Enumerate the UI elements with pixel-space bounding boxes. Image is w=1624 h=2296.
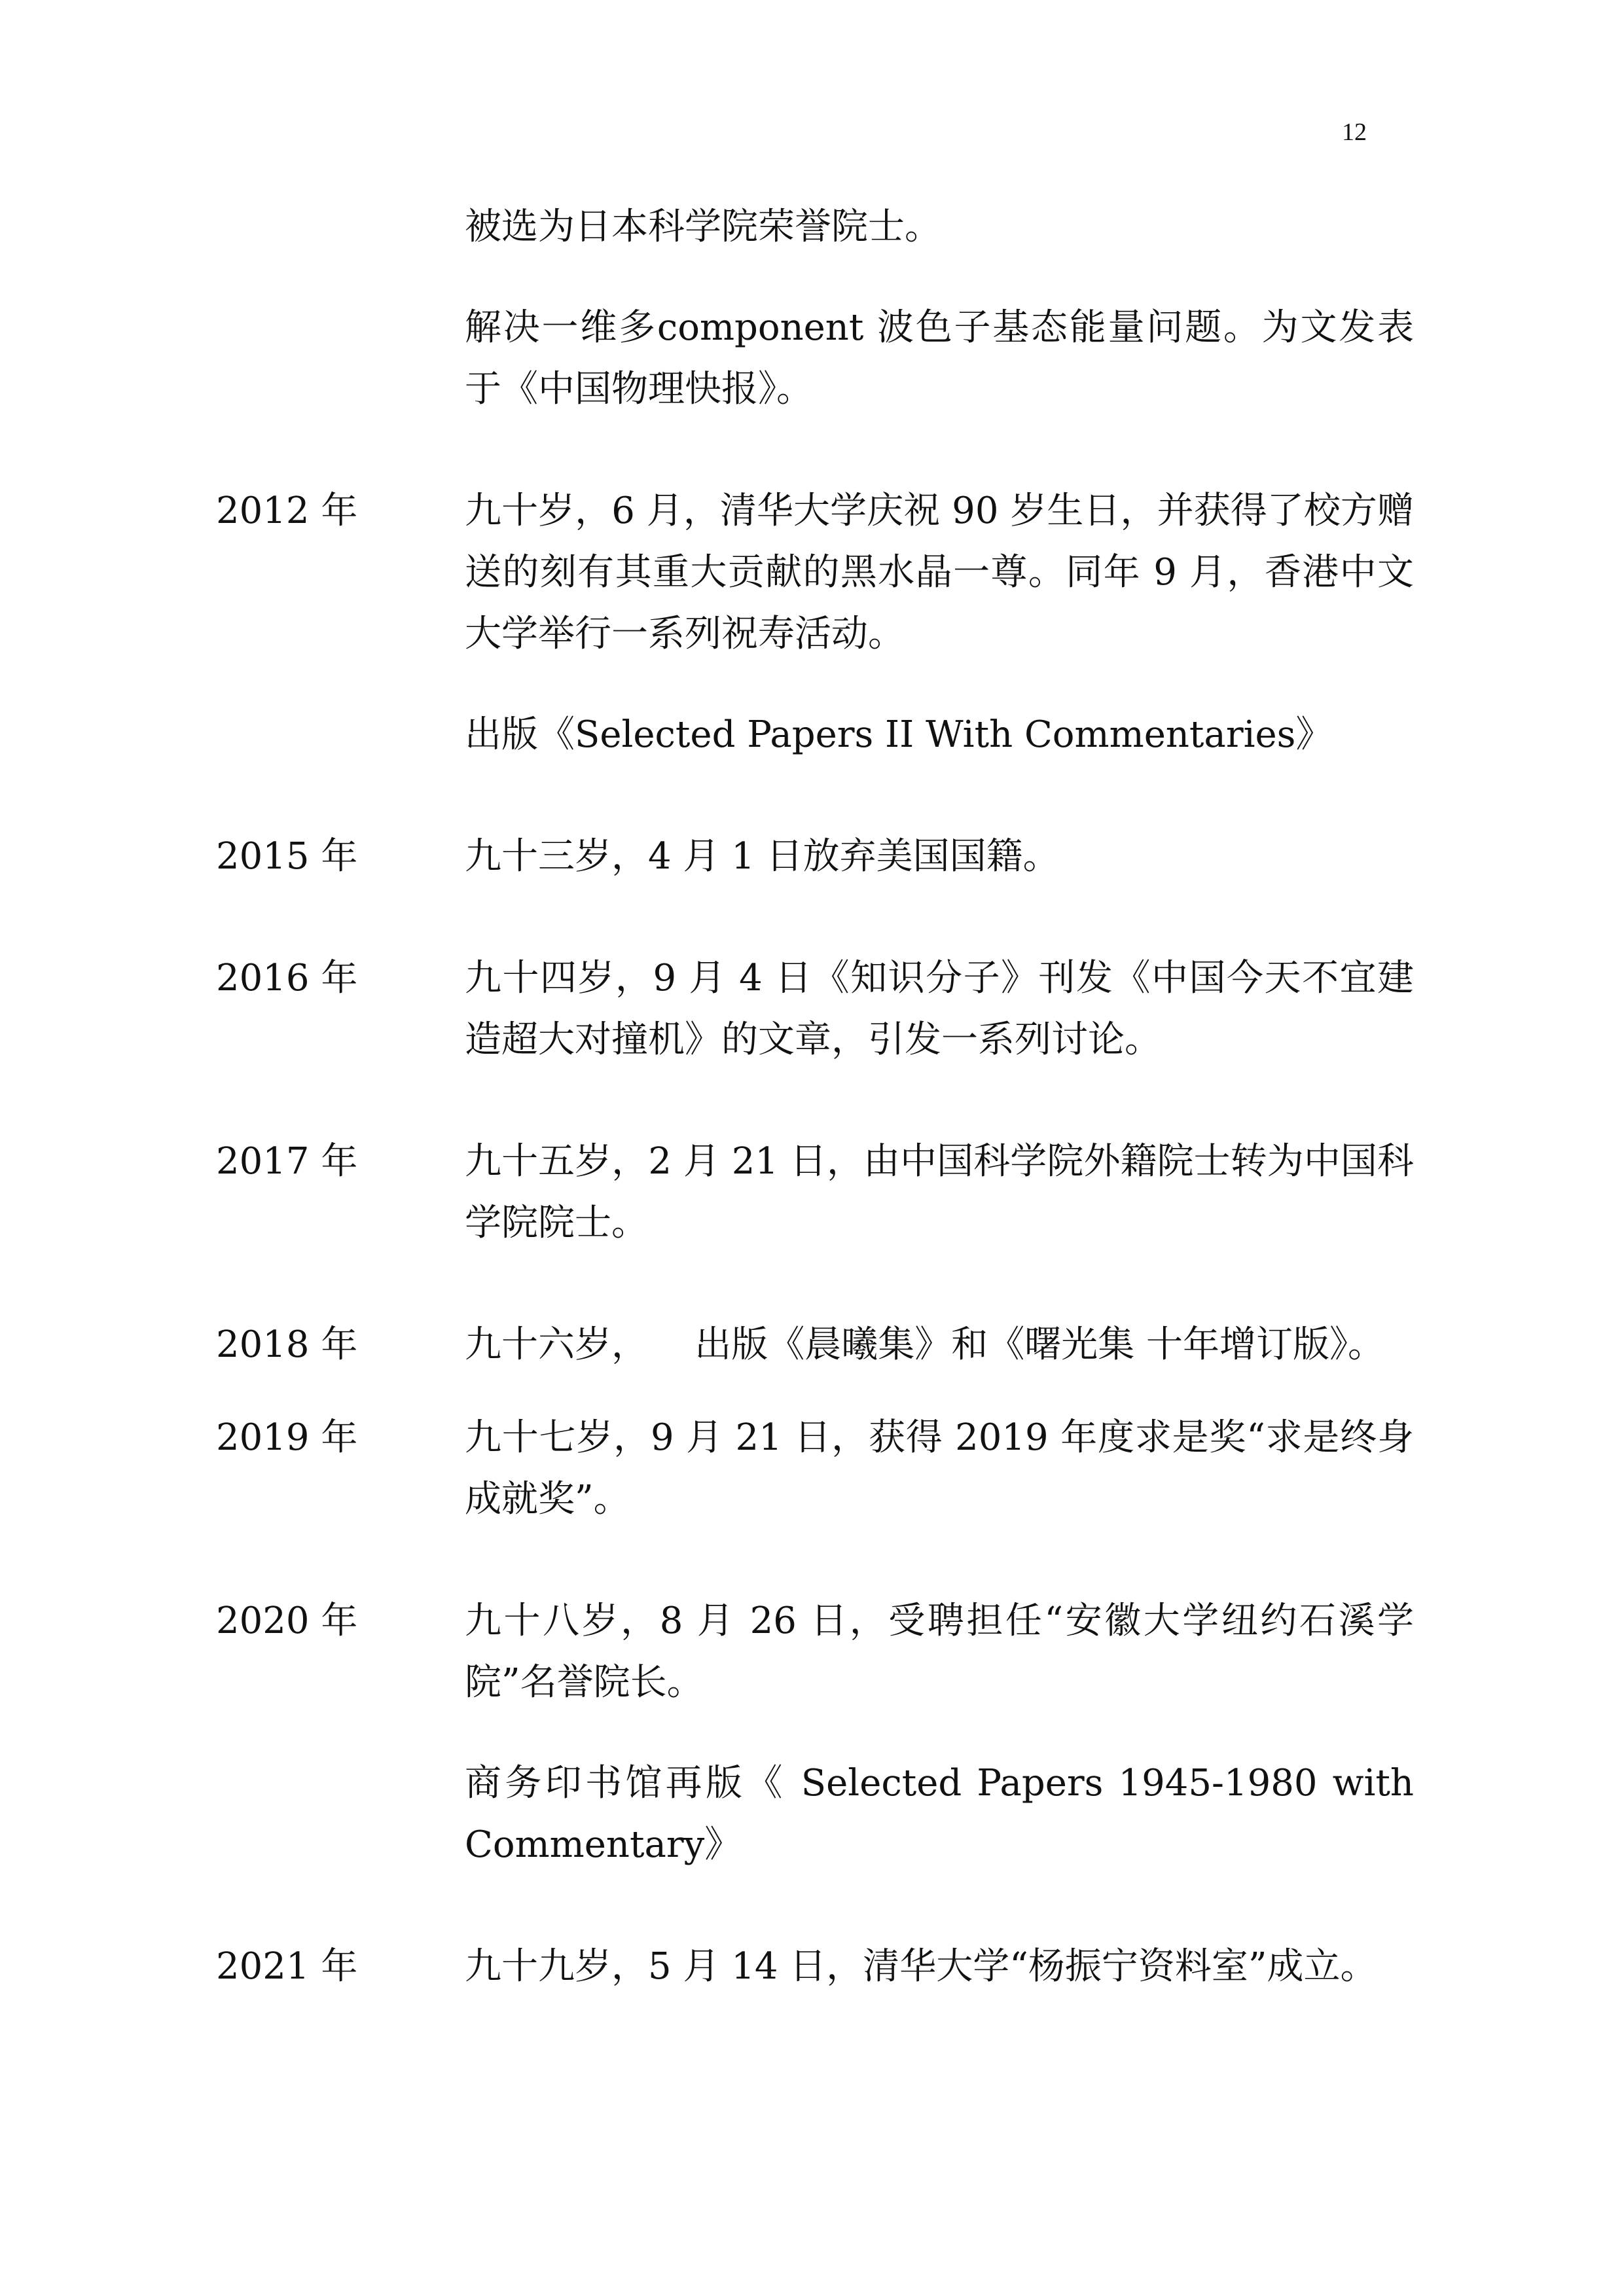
paragraph: 出版《Selected Papers II With Commentaries》 bbox=[465, 713, 1333, 756]
entry-year: 2019 年 bbox=[216, 1416, 358, 1459]
paragraph: 九十五岁，2 月 21 日，由中国科学院外籍院士转为中国科学院院士。 bbox=[465, 1140, 1414, 1244]
chronology bbox=[216, 196, 1414, 2058]
entry-2017 bbox=[216, 1131, 1414, 1254]
paragraph: 九十岁，6 月，清华大学庆祝 90 岁生日，并获得了校方赠送的刻有其重大贡献的黑水晶一尊。同年 9 月，香港中文大学举行一系列祝寿活动。 bbox=[465, 490, 1414, 655]
page-number: 12 bbox=[1342, 118, 1367, 146]
paragraph: 九十七岁，9 月 21 日，获得 2019 年度求是奖“求是终身成就奖”。 bbox=[465, 1416, 1414, 1520]
paragraph: 商务印书馆再版《 Selected Papers 1945-1980 with Commentary》 bbox=[465, 1762, 1414, 1866]
entry-year: 2016 年 bbox=[216, 957, 358, 999]
intro-block bbox=[216, 196, 1414, 420]
entry-year: 2012 年 bbox=[216, 490, 358, 532]
entry-body bbox=[465, 826, 1414, 888]
entry-2020 bbox=[216, 1590, 1414, 1876]
paragraph: 解决一维多component 波色子基态能量问题。为文发表于《中国物理快报》。 bbox=[465, 306, 1414, 410]
entry-year: 2021 年 bbox=[216, 1945, 358, 1988]
entry-2012 bbox=[216, 480, 1414, 766]
entry-body bbox=[465, 948, 1414, 1071]
paragraph: 九十九岁，5 月 14 日，清华大学“杨振宁资料室”成立。 bbox=[465, 1945, 1377, 1988]
entry-2019 bbox=[216, 1407, 1414, 1530]
entry-2018 bbox=[216, 1314, 1414, 1376]
paragraph: 九十八岁，8 月 26 日，受聘担任“安徽大学纽约石溪学院”名誉院长。 bbox=[465, 1600, 1414, 1704]
entry-body bbox=[465, 1407, 1414, 1530]
paragraph: 被选为日本科学院荣誉院士。 bbox=[465, 206, 941, 248]
entry-year: 2015 年 bbox=[216, 835, 358, 878]
entry-year: 2017 年 bbox=[216, 1140, 358, 1183]
entry-2021 bbox=[216, 1936, 1414, 1998]
entry-year: 2020 年 bbox=[216, 1600, 358, 1642]
paragraph: 九十六岁， 出版《晨曦集》和《曙光集 十年增订版》。 bbox=[465, 1323, 1385, 1366]
entry-2016 bbox=[216, 948, 1414, 1071]
entry-body bbox=[465, 1590, 1414, 1876]
entry-year: 2018 年 bbox=[216, 1323, 358, 1366]
entry-body bbox=[465, 1936, 1414, 1998]
paragraph: 九十四岁，9 月 4 日《知识分子》刊发《中国今天不宜建造超大对撞机》的文章，引发一系列讨论。 bbox=[465, 957, 1414, 1061]
entry-body bbox=[465, 1131, 1414, 1254]
entry-body bbox=[465, 480, 1414, 766]
paragraph: 九十三岁，4 月 1 日放弃美国国籍。 bbox=[465, 835, 1060, 878]
entry-2015 bbox=[216, 826, 1414, 888]
entry-body bbox=[465, 1314, 1414, 1376]
